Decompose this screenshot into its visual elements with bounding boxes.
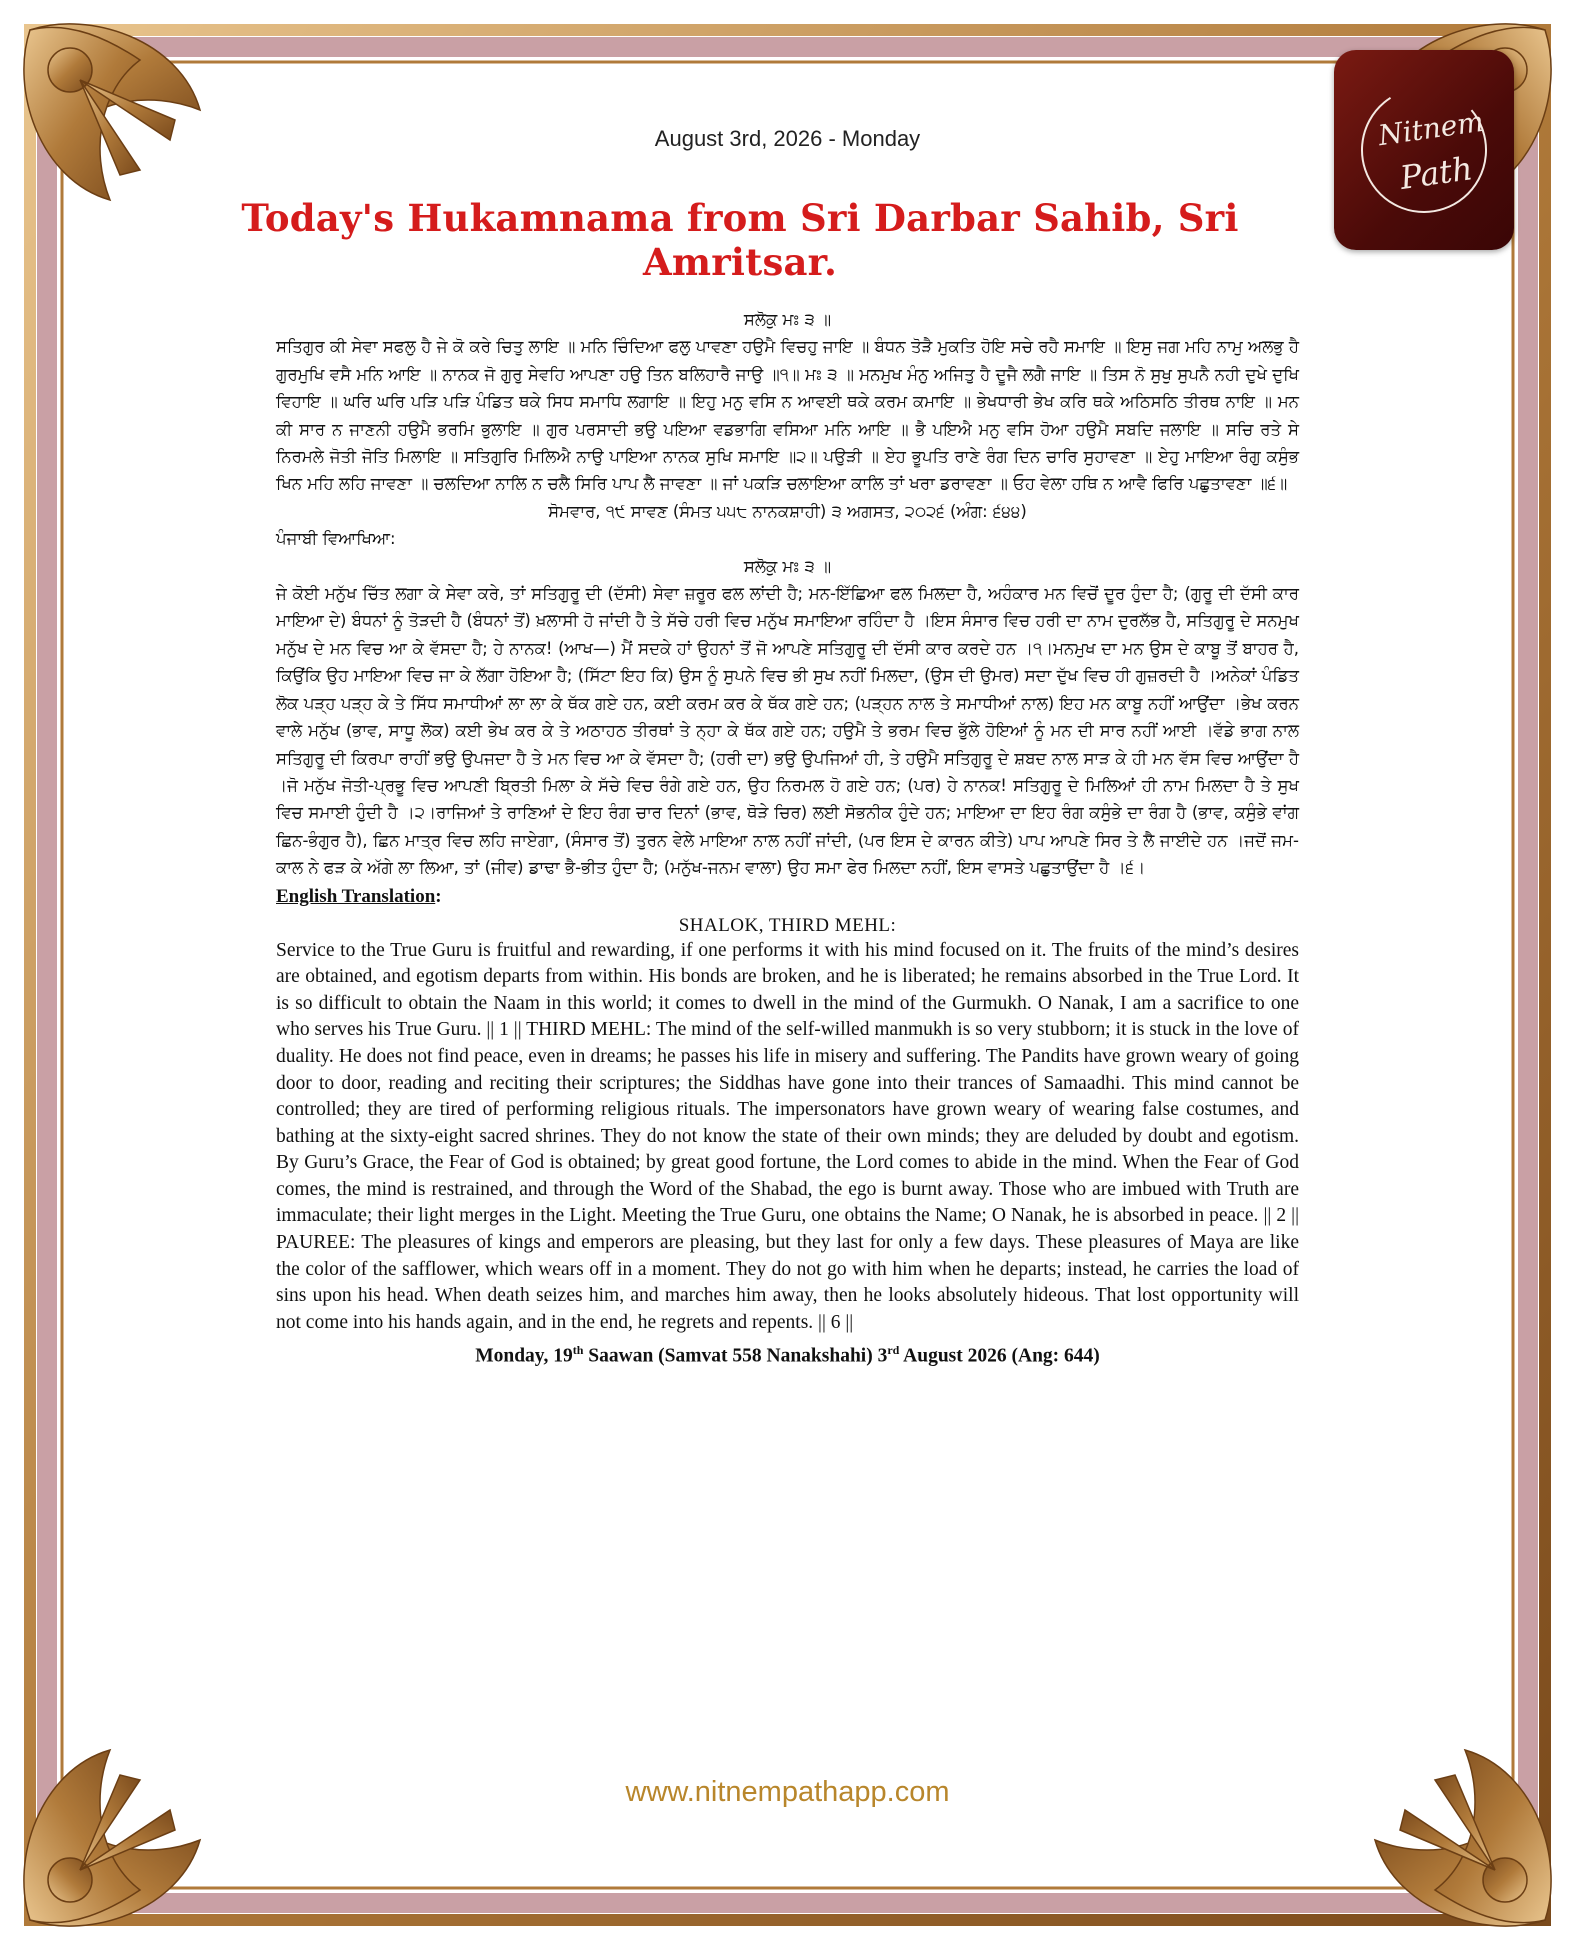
- gurbani-heading: ਸਲੋਕੁ ਮਃ ੩ ॥: [743, 310, 832, 329]
- page-title: Today's Hukamnama from Sri Darbar Sahib, Sri Amritsar.: [241, 196, 1239, 284]
- english-date-line: [276, 1336, 1299, 1371]
- punjabi-text: ਜੇ ਕੋਈ ਮਨੁੱਖ ਚਿੱਤ ਲਗਾ ਕੇ ਸੇਵਾ ਕਰੇ, ਤਾਂ ਸਤਿਗੁਰੂ ਦੀ (ਦੱਸੀ) ਸੇਵਾ ਜ਼ਰੂਰ ਫਲ ਲਾਂਦੀ ਹੈ; ਮਨ-ਇੱਛਿਆ ਫਲ ਮਿਲਦਾ ਹੈ, ਅਹੰਕਾਰ ਮਨ ਵਿਚੋਂ ਦੂਰ ਹੁੰਦਾ ਹੈ; (ਗੁਰੂ ਦੀ ਦੱਸੀ ਕਾਰ ਮਾਇਆ ਦੇ) ਬੰਧਨਾਂ ਨੂੰ ਤੋੜਦੀ ਹੈ (ਬੰਧਨਾਂ ਤੋਂ) ਖ਼ਲਾਸੀ ਹੋ ਜਾਂਦੀ ਹੈ ਤੇ ਸੱਚੇ ਹਰੀ ਵਿਚ ਮਨੁੱਖ ਸਮਾਇਆ ਰਹਿੰਦਾ ਹੈ ।ਇਸ ਸੰਸਾਰ ਵਿਚ ਹਰੀ ਦਾ ਨਾਮ ਦੁਰਲੱਭ ਹੈ, ਸਤਿਗੁਰੂ ਦੇ ਸਨਮੁਖ ਮਨੁੱਖ ਦੇ ਮਨ ਵਿਚ ਆ ਕੇ ਵੱਸਦਾ ਹੈ; ਹੇ ਨਾਨਕ! (ਆਖ—) ਮੈਂ ਸਦਕੇ ਹਾਂ ਉਹਨਾਂ ਤੋਂ ਜੋ ਆਪਣੇ ਸਤਿਗੁਰੂ ਦੀ ਦੱਸੀ ਕਾਰ ਕਰਦੇ ਹਨ ।੧।ਮਨਮੁਖ ਦਾ ਮਨ ਉਸ ਦੇ ਕਾਬੂ ਤੋਂ ਬਾਹਰ ਹੈ, ਕਿਉਂਕਿ ਉਹ ਮਾਇਆ ਵਿਚ ਜਾ ਕੇ ਲੱਗਾ ਹੋਇਆ ਹੈ; (ਸਿੱਟਾ ਇਹ ਕਿ) ਉਸ ਨੂੰ ਸੁਪਨੇ ਵਿਚ ਭੀ ਸੁਖ ਨਹੀਂ ਮਿਲਦਾ, (ਉਸ ਦੀ ਉਮਰ) ਸਦਾ ਦੁੱਖ ਵਿਚ ਹੀ ਗੁਜ਼ਰਦੀ ਹੈ ।ਅਨੇਕਾਂ ਪੰਡਿਤ ਲੋਕ ਪੜ੍ਹ ਪੜ੍ਹ ਕੇ ਤੇ ਸਿੱਧ ਸਮਾਧੀਆਂ ਲਾ ਲਾ ਕੇ ਥੱਕ ਗਏ ਹਨ, ਕਈ ਕਰਮ ਕਰ ਕੇ ਥੱਕ ਗਏ ਹਨ; (ਪੜ੍ਹਨ ਨਾਲ ਤੇ ਸਮਾਧੀਆਂ ਨਾਲ) ਇਹ ਮਨ ਕਾਬੂ ਨਹੀਂ ਆਉਂਦਾ ।ਭੇਖ ਕਰਨ ਵਾਲੇ ਮਨੁੱਖ (ਭਾਵ, ਸਾਧੂ ਲੋਕ) ਕਈ ਭੇਖ ਕਰ ਕੇ ਤੇ ਅਠਾਹਠ ਤੀਰਥਾਂ ਤੇ ਨ੍ਹਾ ਕੇ ਥੱਕ ਗਏ ਹਨ; ਹਉਮੈ ਤੇ ਭਰਮ ਵਿਚ ਭੁੱਲੇ ਹੋਇਆਂ ਨੂੰ ਮਨ ਦੀ ਸਾਰ ਨਹੀਂ ਆਈ ।ਵੱਡੇ ਭਾਗ ਨਾਲ ਸਤਿਗੁਰੂ ਦੀ ਕਿਰਪਾ ਰਾਹੀਂ ਭਉ ਉਪਜਦਾ ਹੈ ਤੇ ਮਨ ਵਿਚ ਆ ਕੇ ਵੱਸਦਾ ਹੈ; (ਹਰੀ ਦਾ) ਭਉ ਉਪਜਿਆਂ ਹੀ, ਤੇ ਹਉਮੈ ਸਤਿਗੁਰੂ ਦੇ ਸ਼ਬਦ ਨਾਲ ਸਾੜ ਕੇ ਹੀ ਮਨ ਵੱਸ ਵਿਚ ਆਉਂਦਾ ਹੈ ।ਜੋ ਮਨੁੱਖ ਜੋਤੀ-ਪ੍ਰਭੂ ਵਿਚ ਆਪਣੀ ਬ੍ਰਿਤੀ ਮਿਲਾ ਕੇ ਸੱਚੇ ਵਿਚ ਰੰਗੇ ਗਏ ਹਨ, ਉਹ ਨਿਰਮਲ ਹੋ ਗਏ ਹਨ; (ਪਰ) ਹੇ ਨਾਨਕ! ਸਤਿਗੁਰੂ ਦੇ ਮਿਲਿਆਂ ਹੀ ਨਾਮ ਮਿਲਦਾ ਹੈ ਤੇ ਸੁਖ ਵਿਚ ਸਮਾਈ ਹੁੰਦੀ ਹੈ ।੨।ਰਾਜਿਆਂ ਤੇ ਰਾਣਿਆਂ ਦੇ ਇਹ ਰੰਗ ਚਾਰ ਦਿਨਾਂ (ਭਾਵ, ਥੋੜੇ ਚਿਰ) ਲਈ ਸੋਭਨੀਕ ਹੁੰਦੇ ਹਨ; ਮਾਇਆ ਦਾ ਇਹ ਰੰਗ ਕਸੁੰਭੇ ਦਾ ਰੰਗ ਹੈ (ਭਾਵ, ਕਸੁੰਭੇ ਵਾਂਗ ਛਿਨ-ਭੰਗੁਰ ਹੈ), ਛਿਨ ਮਾਤ੍ਰ ਵਿਚ ਲਹਿ ਜਾਏਗਾ, (ਸੰਸਾਰ ਤੋਂ) ਤੁਰਨ ਵੇਲੇ ਮਾਇਆ ਨਾਲ ਨਹੀਂ ਜਾਂਦੀ, (ਪਰ ਇਸ ਦੇ ਕਾਰਨ ਕੀਤੇ) ਪਾਪ ਆਪਣੇ ਸਿਰ ਤੇ ਲੈ ਜਾਈਦੇ ਹਨ ।ਜਦੋਂ ਜਮ-ਕਾਲ ਨੇ ਫੜ ਕੇ ਅੱਗੇ ਲਾ ਲਿਆ, ਤਾਂ (ਜੀਵ) ਡਾਢਾ ਭੈ-ਭੀਤ ਹੁੰਦਾ ਹੈ; (ਮਨੁੱਖ-ਜਨਮ ਵਾਲਾ) ਉਹ ਸਮਾ ਫੇਰ ਮਿਲਦਾ ਨਹੀਂ, ਇਸ ਵਾਸਤੇ ਪਛੁਤਾਉਂਦਾ ਹੈ ।੬।: [276, 584, 1299, 878]
- hukamnama-content: [276, 306, 1299, 1371]
- logo-line-2: Path: [1397, 149, 1475, 197]
- gurbani-text: ਸਤਿਗੁਰ ਕੀ ਸੇਵਾ ਸਫਲੁ ਹੈ ਜੇ ਕੋ ਕਰੇ ਚਿਤੁ ਲਾਇ ॥ ਮਨਿ ਚਿੰਦਿਆ ਫਲੁ ਪਾਵਣਾ ਹਉਮੈ ਵਿਚਹੁ ਜਾਇ ॥ ਬੰਧਨ ਤੋੜੈ ਮੁਕਤਿ ਹੋਇ ਸਚੇ ਰਹੈ ਸਮਾਇ ॥ ਇਸੁ ਜਗ ਮਹਿ ਨਾਮੁ ਅਲਭੁ ਹੈ ਗੁਰਮੁਖਿ ਵਸੈ ਮਨਿ ਆਇ ॥ ਨਾਨਕ ਜੋ ਗੁਰੁ ਸੇਵਹਿ ਆਪਣਾ ਹਉ ਤਿਨ ਬਲਿਹਾਰੈ ਜਾਉ ॥੧॥ ਮਃ ੩ ॥ ਮਨਮੁਖ ਮੰਨੁ ਅਜਿਤੁ ਹੈ ਦੂਜੈ ਲਗੈ ਜਾਇ ॥ ਤਿਸ ਨੋ ਸੁਖੁ ਸੁਪਨੈ ਨਹੀ ਦੁਖੇ ਦੁਖਿ ਵਿਹਾਇ ॥ ਘਰਿ ਘਰਿ ਪੜਿ ਪੜਿ ਪੰਡਿਤ ਥਕੇ ਸਿਧ ਸਮਾਧਿ ਲਗਾਇ ॥ ਇਹੁ ਮਨੁ ਵਸਿ ਨ ਆਵਈ ਥਕੇ ਕਰਮ ਕਮਾਇ ॥ ਭੇਖਧਾਰੀ ਭੇਖ ਕਰਿ ਥਕੇ ਅਠਿਸਠਿ ਤੀਰਥ ਨਾਇ ॥ ਮਨ ਕੀ ਸਾਰ ਨ ਜਾਣਨੀ ਹਉਮੈ ਭਰਮਿ ਭੁਲਾਇ ॥ ਗੁਰ ਪਰਸਾਦੀ ਭਉ ਪਇਆ ਵਡਭਾਗਿ ਵਸਿਆ ਮਨਿ ਆਇ ॥ ਭੈ ਪਇਐ ਮਨੁ ਵਸਿ ਹੋਆ ਹਉਮੈ ਸਬਦਿ ਜਲਾਇ ॥ ਸਚਿ ਰਤੇ ਸੇ ਨਿਰਮਲੇ ਜੋਤੀ ਜੋਤਿ ਮਿਲਾਇ ॥ ਸਤਿਗੁਰਿ ਮਿਲਿਐ ਨਾਉ ਪਾਇਆ ਨਾਨਕ ਸੁਖਿ ਸਮਾਇ ॥੨॥ ਪਉੜੀ ॥ ਏਹ ਭੂਪਤਿ ਰਾਣੇ ਰੰਗ ਦਿਨ ਚਾਰਿ ਸੁਹਾਵਣਾ ॥ ਏਹੁ ਮਾਇਆ ਰੰਗੁ ਕਸੁੰਭ ਖਿਨ ਮਹਿ ਲਹਿ ਜਾਵਣਾ ॥ ਚਲਦਿਆ ਨਾਲਿ ਨ ਚਲੈ ਸਿਰਿ ਪਾਪ ਲੈ ਜਾਵਣਾ ॥ ਜਾਂ ਪਕੜਿ ਚਲਾਇਆ ਕਾਲਿ ਤਾਂ ਖਰਾ ਡਰਾਵਣਾ ॥ ਓਹ ਵੇਲਾ ਹਥਿ ਨ ਆਵੈ ਫਿਰਿ ਪਛੁਤਾਵਣਾ ॥੬॥: [276, 337, 1299, 494]
- header-date: August 3rd, 2026 - Monday: [654, 126, 921, 151]
- english-date-day-sup: th: [572, 1343, 584, 1358]
- gurbani-date-line: ਸੋਮਵਾਰ, ੧੯ ਸਾਵਣ (ਸੰਮਤ ੫੫੮ ਨਾਨਕਸ਼ਾਹੀ) ੩ ਅਗਸਤ, ੨੦੨੬ (ਅੰਗ: ੬੪੪): [548, 501, 1027, 521]
- english-date-day: Monday, 19: [475, 1345, 573, 1367]
- english-date-end: August 2026 (Ang: 644): [899, 1345, 1100, 1367]
- english-label-suffix: :: [435, 885, 442, 907]
- english-label-line: [276, 884, 1299, 910]
- english-date-mid: Saawan (Samvat 558 Nanakshahi) 3: [583, 1345, 888, 1367]
- punjabi-heading: ਸਲੋਕੁ ਮਃ ੩ ॥: [743, 556, 832, 576]
- english-label: English Translation: [276, 885, 436, 907]
- punjabi-label: ਪੰਜਾਬੀ ਵਿਆਖਿਆ:: [276, 529, 396, 549]
- english-text: Service to the True Guru is fruitful and rewarding, if one performs it with his mind focused on it. The fruits of the mind’s desires are obtained, and egotism departs from within. His bonds are broken, and he is liberated; he remains absorbed in the True Lord. It is so difficult to obtain the Naam in this world; it comes to dwell in the mind of the Gurmukh. O Nanak, I am a sacrifice to one who serves his True Guru. || 1 || THIRD MEHL: The mind of the self-willed manmukh is so very stubborn; it is stuck in the love of duality. He does not find peace, even in dreams; he passes his life in misery and suffering. The Pandits have grown weary of going door to door, reading and reciting their scriptures; the Siddhas have gone into their trances of Samaadhi. This mind cannot be controlled; they are tired of performing religious rituals. The impersonators have grown weary of wearing false costumes, and bathing at the sixty-eight sacred shrines. They do not know the state of their own minds; they are deluded by doubt and egotism. By Guru’s Grace, the Fear of God is obtained; by great good fortune, the Lord comes to abide in the mind. When the Fear of God comes, the mind is restrained, and through the Word of the Shabad, the ego is burnt away. Those who are imbued with Truth are immaculate; their light merges in the Light. Meeting the True Guru, one obtains the Name; O Nanak, he is absorbed in peace. || 2 || PAUREE: The pleasures of kings and emperors are pleasing, but they last for only a few days. These pleasures of Maya are like the color of the safflower, which wears off in a moment. They do not go with him when he departs; instead, he carries the load of sins upon his head. When death seizes him, and marches him away, then he looks absolutely hideous. That lost opportunity will not come into his hands again, and in the end, he regrets and repents. || 6 ||: [276, 939, 1299, 1333]
- english-heading: SHALOK, THIRD MEHL:: [678, 914, 897, 936]
- english-date-mid-sup: rd: [887, 1343, 900, 1358]
- website-link[interactable]: www.nitnempathapp.com: [625, 1776, 950, 1808]
- logo-line-1: Nitnem: [1376, 104, 1486, 153]
